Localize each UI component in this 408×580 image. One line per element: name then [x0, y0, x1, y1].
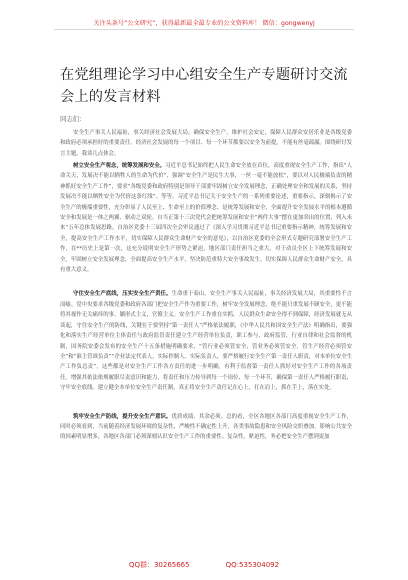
paragraph-text: 安全生产事关人民福祉，事关经济社会发展大局。确保安全生产，维护社会安定，保障人民群众安居乐业是各级党委和政府必须承担好的重要责任。经济社会发展的每一个项目、每一个环节都要以安全为前提，不能有丝毫疏漏。围绕研讨发言主题，我谈几点体会。 — [60, 130, 352, 157]
document-body — [60, 128, 352, 556]
section-heading: 树立安全生产观念，统筹发展和安全。 — [73, 163, 166, 169]
banner-divider — [54, 29, 354, 30]
paragraph-section-1 — [60, 161, 352, 275]
section-heading: 守住安全生产底线，压实安全生产责任。 — [73, 291, 172, 298]
paragraph-text: 生命重于泰山。安全生产事关人民福祉，事关经济发展大局，其重要性不言而喻。党中央要求各级党委和政府各部门把安全生产作为重要工作，树牢安全发展理念，绝不能只重发展不顾安全，更不能将其视作无关痛痒的事。躺形式主义，官僚主义。安全生产工作重在实抓，人民群众生命安全得不到保障，经济发展就无从谈起，守住安全生产的防线，关键在于要坚持“第一责任人”严格依法履职，《中华人民共和国安全生产法》明确指出，要强化和落实生产经营单位主体责任与政府监管责任建立生产经营单位负责，职工参与，政府监管，行业自律和社会监督的机制，国务院安委会发布的安全生产十五条措施明确要求，“管行业必须管安全，管业务必须管安全，管生产经营必须管安全”和“谁主管谁负责”“企业法定代表人，实际控制人、实际负责人，要严格履行安全生产第一责任人职责，对本单位安全生产工作负总责”，这些都是对安全生产工作各方责任的进一步明确，有利于监督第一责任人抓好对安全生产工作的各项责任。增强其依法依规履职尽责意识和能力，将责任和压力传导到每一个岗位、每一个环节，确保第一责任人严格履行职责，守牢安全底线。建立健全本单位安全生产责任制，真正将安全生产责任记在心上，扛在肩上，抓在手上，落在实处。 — [60, 291, 352, 392]
qq-group-text: QQ群：30265665 — [128, 561, 190, 569]
contact-footer — [0, 560, 408, 570]
paragraph-section-3 — [60, 412, 352, 442]
paragraph-text: 习近平总书记始终把人民生命安全放在首位，高度重视安全生产工作，指出“人命关天，发展决不能以牺牲人的生命为代价”，强调“安全生产是民生大事，一丝一毫不能放松”，要以对人民极端负责的精神抓好安全生产工作”，要求“各级党委和政府特别是领导干部要牢固树立安全发展理念，正确处理安全和发展的关系，坚持发展决不能以牺牲安全为代价这条红线”。等等。习近平总书记关于安全生产的一系列重要论述，重要指示，深刻揭示了安全生产的极端重要性，充分彰显了人民至上、生命至上的价值理念。是统筹发展和安全，全面提升安全发展水平的根本遵循安全和发展是一体之两翼、驱动之双轮。自当正第十三次党代会把统筹发展和安全“两件大事”摆在更加突出的位置，列入未来“五年总体发展思路，自治区党委十三届四次全会审议通过了《深入学习贯彻习近平总书记重要指示精神，统筹发展和安全，提高安全生产工作水平，切实保障人民群众生命财产安全的意见》，以自治区党委的全会形式专题研究部署安全生产工作，在**历史上是第一次，这充分说明安全生产形势之紧迫，地区部门责任担当之重大，对于动员全区上下统筹发展和安全，牢固树立安全发展理念，全面提高安全生产水平，坚决防范重特大安全事故发生，切实保障人民群众生命财产安全，具有重大意义。 — [60, 163, 352, 274]
section-heading: 筑牢安全生产防线，提升安全生产意识。 — [73, 413, 172, 420]
promo-banner: 关注头条号“公文研究”，获得最新最全最专业的公文资料库！ 微信：gongwenyj — [93, 20, 315, 27]
paragraph-text: 优质成绩，其余必须。总的看，全区各地区各部门高度重视安全生产工作，同时必须看到，当前随着经济发展环境的复杂性，严峻性不确定性上升，各类事故隐患和安全风险交织叠加，影响公共安全的因素明显增多，各地区各部门必须深刻认识安全生产工作的重要性。复杂性，紧迫性，务必把安全生产摆到更加 — [60, 413, 352, 441]
qq-contact-text: QQ:535304092 — [225, 561, 280, 569]
document-title: 在党组理论学习中心组安全生产专题研讨交流会上的发言材料 — [60, 67, 348, 105]
greeting: 同志们： — [60, 115, 86, 123]
paragraph-section-2 — [60, 289, 352, 393]
paragraph-intro — [60, 128, 352, 159]
